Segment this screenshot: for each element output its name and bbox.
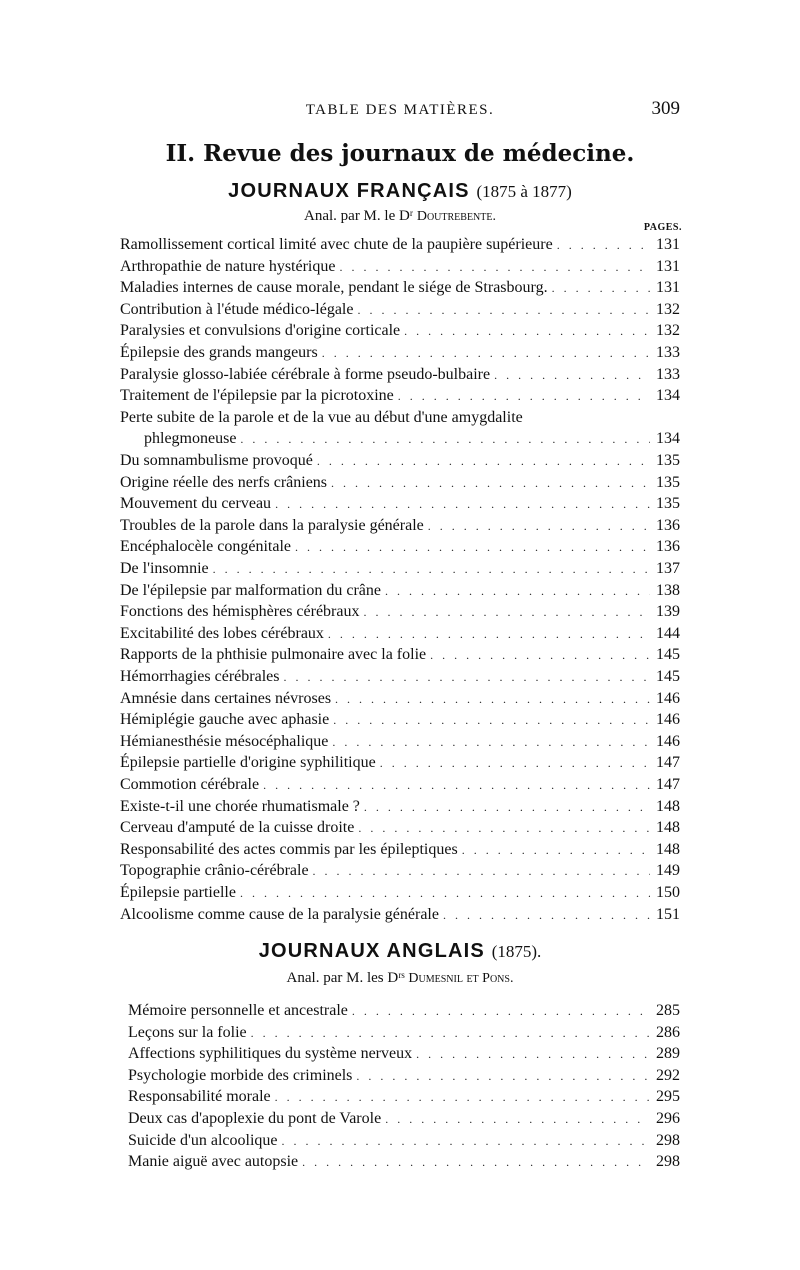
toc-page-number: 134 bbox=[656, 387, 680, 405]
toc-page-number: 132 bbox=[656, 322, 680, 340]
toc-entry bbox=[128, 1065, 680, 1087]
toc-entry bbox=[120, 277, 680, 299]
toc-entry-title: Excitabilité des lobes cérébraux bbox=[120, 624, 324, 642]
english-analyst-prefix: Anal. par M. les Dʳˢ bbox=[286, 970, 405, 986]
toc-entry bbox=[120, 256, 680, 278]
toc-page-number: 135 bbox=[656, 473, 680, 491]
toc-dot-leader bbox=[358, 817, 650, 839]
toc-dot-leader bbox=[416, 1043, 650, 1065]
toc-entry bbox=[120, 342, 680, 364]
toc-page-number: 145 bbox=[656, 646, 680, 664]
toc-entry-title: Arthropathie de nature hystérique bbox=[120, 257, 336, 275]
toc-page-number: 147 bbox=[656, 754, 680, 772]
toc-dot-leader bbox=[322, 342, 650, 364]
toc-entry-title: Psychologie morbide des criminels bbox=[128, 1066, 353, 1084]
toc-entry bbox=[120, 515, 680, 537]
toc-entry bbox=[128, 1108, 680, 1130]
toc-entry bbox=[120, 234, 680, 256]
toc-page-number: 296 bbox=[656, 1110, 680, 1127]
toc-entry bbox=[120, 839, 680, 861]
toc-entry-title: Traitement de l'épilepsie par la picrotoxine bbox=[120, 387, 394, 405]
toc-page-number: 136 bbox=[656, 516, 680, 534]
toc-entry-title: Hémianesthésie mésocéphalique bbox=[120, 732, 329, 750]
toc-page-number: 139 bbox=[656, 603, 680, 621]
toc-entry bbox=[120, 752, 680, 774]
toc-page-number: 298 bbox=[656, 1153, 680, 1171]
toc-dot-leader bbox=[282, 1130, 650, 1152]
toc-entry-title: Responsabilité morale bbox=[128, 1088, 271, 1106]
toc-entry-title: Leçons sur la folie bbox=[128, 1023, 247, 1041]
toc-entry bbox=[120, 320, 680, 342]
english-journals-title: JOURNAUX ANGLAIS bbox=[258, 940, 485, 962]
toc-dot-leader bbox=[263, 774, 650, 796]
toc-entry bbox=[128, 1151, 680, 1173]
toc-entry-title: Amnésie dans certaines névroses bbox=[120, 689, 332, 707]
toc-entry bbox=[120, 817, 680, 839]
toc-dot-leader bbox=[462, 839, 650, 861]
toc-entry-title: Paralysies et convulsions d'origine corticale bbox=[120, 322, 401, 340]
toc-page-number: 148 bbox=[656, 797, 680, 815]
toc-page-number: 134 bbox=[656, 430, 680, 448]
toc-page-number: 132 bbox=[656, 300, 680, 318]
toc-entry-title-line: Perte subite de la parole et de la vue au début d'une amygdalite bbox=[120, 408, 523, 426]
toc-entry bbox=[128, 1043, 680, 1065]
toc-entry bbox=[120, 796, 680, 818]
toc-entry bbox=[120, 428, 680, 450]
toc-dot-leader bbox=[398, 385, 650, 407]
toc-page-number: 131 bbox=[656, 257, 680, 275]
toc-dot-leader bbox=[443, 904, 650, 926]
toc-entry-title: Rapports de la phthisie pulmonaire avec la folie bbox=[120, 646, 427, 664]
english-analyst bbox=[0, 970, 800, 987]
toc-entry-title: Suicide d'un alcoolique bbox=[128, 1131, 278, 1149]
toc-page-number: 150 bbox=[656, 884, 680, 901]
toc-page-number: 144 bbox=[656, 624, 680, 642]
toc-page-number: 137 bbox=[656, 560, 680, 577]
toc-dot-leader bbox=[332, 731, 650, 753]
toc-entry-title: Affections syphilitiques du système nerveux bbox=[128, 1045, 413, 1063]
toc-page-number: 286 bbox=[656, 1023, 680, 1041]
toc-entry-title: Responsabilité des actes commis par les épileptiques bbox=[120, 840, 458, 858]
toc-dot-leader bbox=[213, 558, 650, 580]
toc-dot-leader bbox=[557, 234, 650, 256]
toc-page-number: 146 bbox=[656, 732, 680, 750]
toc-dot-leader bbox=[357, 299, 650, 321]
toc-entry bbox=[128, 1086, 680, 1108]
toc-entry-title: Origine réelle des nerfs crâniens bbox=[120, 473, 328, 491]
toc-dot-leader bbox=[430, 644, 650, 666]
toc-dot-leader bbox=[283, 666, 650, 688]
toc-entry-title: Alcoolisme comme cause de la paralysie générale bbox=[120, 905, 439, 923]
toc-entry-title: Épilepsie partielle d'origine syphilitique bbox=[120, 754, 376, 772]
toc-dot-leader bbox=[302, 1151, 650, 1173]
english-analyst-name: Dumesnil et Pons. bbox=[408, 971, 514, 986]
toc-page-number: 146 bbox=[656, 689, 680, 707]
toc-page-number: 289 bbox=[656, 1045, 680, 1063]
toc-dot-leader bbox=[552, 277, 650, 299]
toc-page-number: 151 bbox=[656, 905, 680, 923]
toc-dot-leader bbox=[275, 1086, 650, 1108]
toc-entry bbox=[120, 666, 680, 688]
toc-entry-title: Paralysie glosso-labiée cérébrale à forme pseudo-bulbaire bbox=[120, 365, 491, 383]
toc-entry-title: De l'insomnie bbox=[120, 560, 209, 577]
toc-page-number: 146 bbox=[656, 711, 680, 729]
toc-page-number: 133 bbox=[656, 365, 680, 383]
toc-dot-leader bbox=[428, 515, 650, 537]
toc-entry-title: Topographie crânio-cérébrale bbox=[120, 862, 309, 880]
toc-dot-leader bbox=[404, 320, 650, 342]
english-toc-list bbox=[128, 1000, 680, 1180]
toc-page-number: 149 bbox=[656, 862, 680, 880]
toc-entry-title: Fonctions des hémisphères cérébraux bbox=[120, 603, 360, 621]
french-journals-heading bbox=[0, 180, 800, 203]
toc-dot-leader bbox=[275, 493, 650, 515]
toc-entry bbox=[120, 688, 680, 710]
toc-entry-title: Contribution à l'étude médico-légale bbox=[120, 300, 354, 318]
french-analyst-name: Doutrebente. bbox=[416, 209, 496, 224]
toc-dot-leader bbox=[380, 752, 650, 774]
toc-dot-leader bbox=[251, 1022, 650, 1044]
french-toc-list bbox=[120, 234, 680, 934]
toc-entry bbox=[120, 731, 680, 753]
toc-dot-leader bbox=[331, 472, 650, 494]
toc-entry-title: Deux cas d'apoplexie du pont de Varole bbox=[128, 1110, 382, 1127]
toc-page-number: 136 bbox=[656, 538, 680, 556]
toc-entry bbox=[120, 860, 680, 882]
toc-dot-leader bbox=[363, 601, 650, 623]
toc-dot-leader bbox=[295, 536, 650, 558]
toc-entry bbox=[120, 623, 680, 645]
toc-entry bbox=[120, 558, 680, 580]
toc-entry bbox=[120, 882, 680, 904]
french-analyst-prefix: Anal. par M. le Dʳ bbox=[304, 208, 414, 224]
toc-entry bbox=[120, 536, 680, 558]
english-journals-heading bbox=[0, 940, 800, 963]
toc-dot-leader bbox=[385, 580, 650, 602]
toc-entry-title: Cerveau d'amputé de la cuisse droite bbox=[120, 819, 355, 837]
toc-dot-leader bbox=[240, 428, 650, 450]
toc-entry bbox=[120, 644, 680, 666]
toc-entry-title: Hémorrhagies cérébrales bbox=[120, 668, 280, 685]
toc-page-number: 135 bbox=[656, 452, 680, 469]
toc-entry-title: phlegmoneuse bbox=[144, 430, 237, 448]
toc-page-number: 148 bbox=[656, 819, 680, 837]
toc-dot-leader bbox=[333, 709, 650, 731]
toc-entry bbox=[120, 601, 680, 623]
toc-entry bbox=[120, 472, 680, 494]
toc-entry-title: Hémiplégie gauche avec aphasie bbox=[120, 711, 330, 729]
toc-dot-leader bbox=[339, 256, 650, 278]
french-journals-title: JOURNAUX FRANÇAIS bbox=[228, 180, 470, 202]
toc-page-number: 135 bbox=[656, 495, 680, 513]
toc-entry bbox=[128, 1022, 680, 1044]
toc-entry bbox=[128, 1130, 680, 1152]
toc-page-number: 145 bbox=[656, 668, 680, 685]
running-head bbox=[120, 98, 680, 122]
toc-entry bbox=[120, 450, 680, 472]
toc-dot-leader bbox=[317, 450, 650, 472]
toc-entry-title: Encéphalocèle congénitale bbox=[120, 538, 292, 556]
toc-page-number: 285 bbox=[656, 1002, 680, 1019]
toc-dot-leader bbox=[335, 688, 650, 710]
toc-page-number: 148 bbox=[656, 840, 680, 858]
toc-entry bbox=[120, 580, 680, 602]
toc-entry bbox=[120, 299, 680, 321]
toc-entry-title: Troubles de la parole dans la paralysie générale bbox=[120, 516, 424, 534]
toc-page-number: 298 bbox=[656, 1131, 680, 1149]
toc-page-number: 147 bbox=[656, 776, 680, 793]
toc-entry-title: Épilepsie partielle bbox=[120, 884, 236, 901]
toc-page-number: 131 bbox=[656, 236, 680, 253]
toc-entry-title: Du somnambulisme provoqué bbox=[120, 452, 313, 469]
running-title: TABLE DES MATIÈRES. bbox=[305, 102, 495, 118]
pages-column-label: PAGES. bbox=[643, 222, 682, 233]
toc-entry bbox=[120, 364, 680, 386]
english-journals-years: (1875). bbox=[491, 942, 542, 961]
toc-entry bbox=[120, 904, 680, 926]
toc-dot-leader bbox=[328, 623, 650, 645]
page-number: 309 bbox=[651, 98, 680, 119]
toc-dot-leader bbox=[356, 1065, 650, 1087]
toc-entry bbox=[120, 709, 680, 731]
french-journals-years: (1875 à 1877) bbox=[476, 182, 572, 201]
toc-entry-title: Existe-t-il une chorée rhumatismale ? bbox=[120, 797, 360, 815]
toc-page-number: 295 bbox=[656, 1088, 680, 1106]
toc-dot-leader bbox=[494, 364, 650, 386]
toc-page-number: 138 bbox=[656, 581, 680, 599]
toc-dot-leader bbox=[240, 882, 650, 904]
toc-entry-title: Maladies internes de cause morale, pendant le siége de Strasbourg. bbox=[120, 279, 548, 297]
toc-page-number: 292 bbox=[656, 1066, 680, 1084]
toc-entry-title: Manie aiguë avec autopsie bbox=[128, 1153, 299, 1171]
toc-entry-title: Épilepsie des grands mangeurs bbox=[120, 344, 318, 361]
toc-entry bbox=[120, 385, 680, 407]
toc-entry-title: Mémoire personnelle et ancestrale bbox=[128, 1002, 348, 1019]
section-title: II. Revue des journaux de médecine. bbox=[165, 140, 635, 167]
toc-entry-title: De l'épilepsie par malformation du crâne bbox=[120, 581, 381, 599]
toc-dot-leader bbox=[313, 860, 650, 882]
toc-entry-title: Mouvement du cerveau bbox=[120, 495, 272, 513]
toc-dot-leader bbox=[385, 1108, 650, 1130]
toc-page-number: 131 bbox=[656, 279, 680, 297]
toc-entry bbox=[128, 1000, 680, 1022]
toc-dot-leader bbox=[352, 1000, 650, 1022]
toc-entry-title: Commotion cérébrale bbox=[120, 776, 260, 793]
toc-dot-leader bbox=[364, 796, 650, 818]
toc-entry-title: Ramollissement cortical limité avec chute de la paupière supérieure bbox=[120, 236, 553, 253]
toc-entry bbox=[120, 774, 680, 796]
toc-page-number: 133 bbox=[656, 344, 680, 361]
toc-entry bbox=[120, 493, 680, 515]
